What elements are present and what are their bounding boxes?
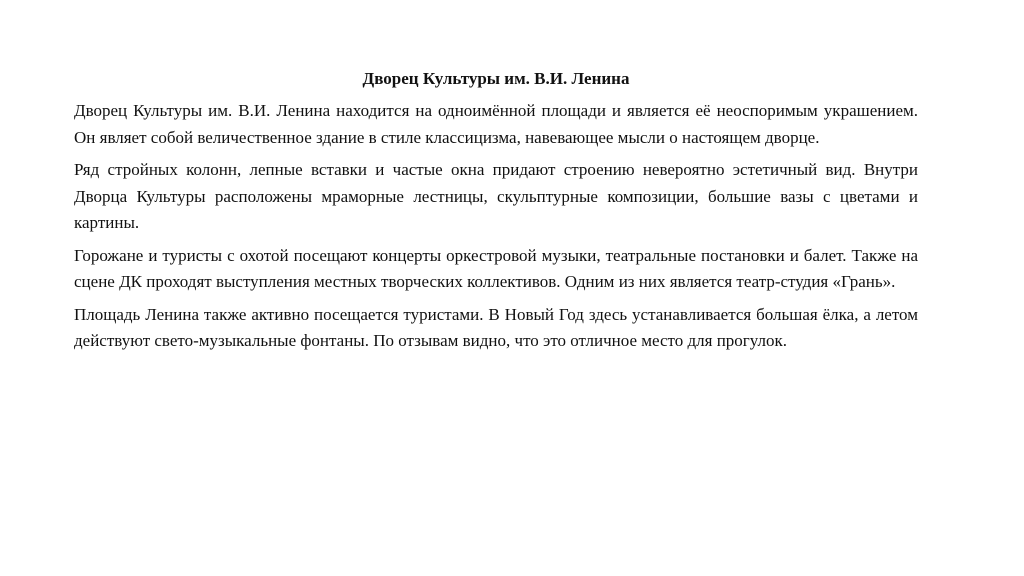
paragraph-2: Ряд стройных колонн, лепные вставки и частые окна придают строению невероятно эстетичный вид. Внутри Дворца Культуры расположены мраморные лестницы, скульптурные композиции, большие вазы с цветами и картины.	[74, 160, 918, 232]
paragraph-1: Дворец Культуры им. В.И. Ленина находится на одноимённой площади и является её неоспоримым украшением. Он являет собой величественное здание в стиле классицизма, навевающее мысли о настоящем дворце.	[74, 101, 918, 147]
paragraph-3: Горожане и туристы с охотой посещают концерты оркестровой музыки, театральные постановки и балет. Также на сцене ДК проходят выступления местных творческих коллективов. Одним из них является театр-студия «Грань».	[74, 245, 918, 291]
document-title: Дворец Культуры им. В.И. Ленина	[362, 69, 630, 88]
document-page	[74, 66, 918, 361]
paragraph-4: Площадь Ленина также активно посещается туристами. В Новый Год здесь устанавливается большая ёлка, а летом действуют свето-музыкальные фонтаны. По отзывам видно, что это отличное место для прогулок.	[74, 304, 918, 350]
